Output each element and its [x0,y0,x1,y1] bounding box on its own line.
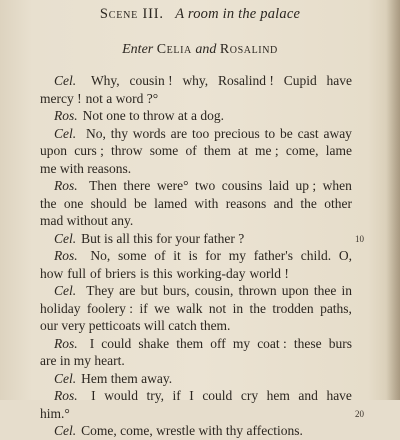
line-text: curs ; [74,143,104,158]
line-text: other [324,195,352,211]
line-text: Hem them away. [81,370,173,386]
line-text: the [40,195,57,211]
dialogue-line [40,300,352,318]
line-text: throw [111,143,143,158]
line-text: would [104,388,138,403]
line-text: Why, [90,73,120,88]
line-text: our very petticoats will catch them. [40,318,231,333]
line-text: and [273,195,294,211]
line-text: cast [297,125,319,141]
page-edge-shadow [386,0,400,400]
line-text: away [323,125,352,141]
line-text: should [90,195,127,211]
line-text: not [208,300,227,316]
line-text: are [170,125,188,141]
stage-direction-and: and [195,42,217,57]
dialogue-line [40,72,352,90]
line-text: off [210,335,226,351]
speaker-name: Ros. [54,178,78,193]
stage-direction [0,42,400,58]
line-text: No, [85,125,106,141]
line-text: the [249,300,266,316]
dialogue-line [40,160,352,178]
line-text: we [154,300,170,316]
line-text: cousin ! [129,73,173,88]
line-text: burs [328,335,352,351]
line-text: hem [266,388,290,403]
dialogue-line [40,422,352,440]
line-text: could [202,388,233,403]
line-text: Not one to throw at a dog. [82,108,224,123]
scene-heading [0,6,400,23]
dialogue-line [40,212,352,230]
line-text: could [101,335,132,351]
dialogue-line [40,352,352,370]
line-text: at [238,143,248,158]
line-text: of [90,265,102,281]
line-text: them [176,335,204,351]
line-text: there [123,178,151,193]
dialogue-line [40,282,352,300]
line-text: words [132,125,166,141]
line-text: I [89,335,95,351]
dialogue-line [40,247,352,265]
line-text: Rosalind ! [218,73,274,88]
speaker-name: Ros. [54,248,78,263]
dialogue-line [40,177,352,195]
line-text: burs, [163,283,190,298]
line-text: Cupid [283,73,317,88]
line-number: 20 [355,408,364,419]
line-text: of [154,248,166,263]
line-text: with [194,195,219,211]
line-text: thrown [238,283,277,298]
line-text: not a word ?° [85,90,159,106]
line-text: try, [146,388,164,403]
line-text: if [172,388,181,403]
dialogue-line [40,230,352,248]
dialogue-line [40,387,352,405]
line-text: when [322,178,352,193]
line-text: working-day [176,265,246,281]
line-text: O, [338,248,352,263]
line-text: is [188,248,198,263]
line-text: are in my heart. [40,353,125,368]
line-text: have [326,73,352,88]
line-text: my [228,248,247,263]
line-text: No, [90,248,111,263]
line-text: Then [89,178,117,193]
line-text: I [91,388,96,403]
line-text: father's [253,248,293,263]
line-text: thy [110,125,128,141]
line-text: the [300,195,317,211]
speaker-name: Cel. [54,125,77,141]
line-text: reasons [225,195,267,211]
dialogue-line [40,370,352,388]
character-rosalind: Rosalind [219,42,278,57]
line-text: mad without any. [40,213,134,228]
speaker-name: Cel. [54,73,77,88]
line-text: my [232,335,251,351]
line-text: it [173,248,181,263]
stage-direction-enter: Enter [122,42,154,57]
line-text: some [118,248,147,263]
line-text: be [134,195,147,211]
dialogue-line [40,335,352,353]
speaker-name: Ros. [54,388,78,403]
line-text: this [153,265,173,281]
line-text: upon [281,283,309,298]
dialogue-line [40,107,352,125]
line-text: child. [300,248,332,263]
dialogue-line [40,142,352,160]
scene-number: Scene III. [99,6,164,22]
line-text: coat : [257,335,287,351]
line-text: cousin, [194,283,234,298]
dialogue-text [40,72,352,440]
line-text: is [140,265,150,281]
line-text: some [149,143,179,158]
line-text: to [264,125,276,141]
line-text: one [63,195,84,211]
line-text: walk [176,300,203,316]
line-text: them [203,143,231,158]
speaker-name: Ros. [54,335,78,351]
line-text: are [119,283,136,298]
line-text: how [40,265,64,281]
line-text: I [189,388,194,403]
line-text: up ; [295,178,317,193]
speaker-name: Cel. [54,283,77,298]
line-text: if [139,300,148,316]
line-text: me ; [255,143,279,158]
line-text: Come, come, wrestle with thy affections. [81,423,303,438]
line-text: lamed [154,195,188,211]
line-text: upon [40,143,67,158]
line-text: They [86,283,114,298]
dialogue-line [40,195,352,213]
line-text: of [185,143,197,158]
line-text: him.° [40,405,70,421]
line-text: cry [240,388,259,403]
line-text: But is all this for your father ? [81,230,245,246]
line-text: these [293,335,322,351]
line-text: have [326,388,352,403]
line-text: shake [138,335,170,351]
line-text: too [191,125,210,141]
line-text: foolery : [86,300,134,316]
line-text: me with reasons. [40,160,132,176]
line-text: full [67,265,86,281]
dialogue-line [40,125,352,143]
line-text: holiday [40,300,81,316]
line-text: were° [156,178,189,193]
line-text: why, [182,73,209,88]
line-text: cousins [221,178,263,193]
line-text: thee [313,283,337,298]
line-text: laid [268,178,289,193]
line-text: for [205,248,222,263]
dialogue-line [40,405,352,423]
line-text: come, [285,143,319,158]
line-text: mercy ! [40,90,82,106]
line-text: world ! [249,265,289,281]
dialogue-line [40,317,352,335]
line-text: two [195,178,216,193]
line-number: 10 [355,233,364,244]
speaker-name: Cel. [54,423,77,438]
line-text: trodden [272,300,314,316]
dialogue-line [40,265,352,283]
speaker-name: Ros. [54,108,78,123]
line-text: precious [214,125,260,141]
speaker-name: Cel. [54,230,77,246]
line-text: in [232,300,244,316]
character-celia: Celia [156,42,192,57]
line-text: in [341,283,352,298]
speaker-name: Cel. [54,370,77,386]
dialogue-line [40,90,352,108]
line-text: lame [325,143,352,158]
line-text: but [140,283,158,298]
line-text: briers [105,265,136,281]
scene-location: A room in the palace [175,6,301,22]
line-text: be [280,125,293,141]
line-text: paths, [320,300,352,316]
line-text: and [298,388,318,403]
